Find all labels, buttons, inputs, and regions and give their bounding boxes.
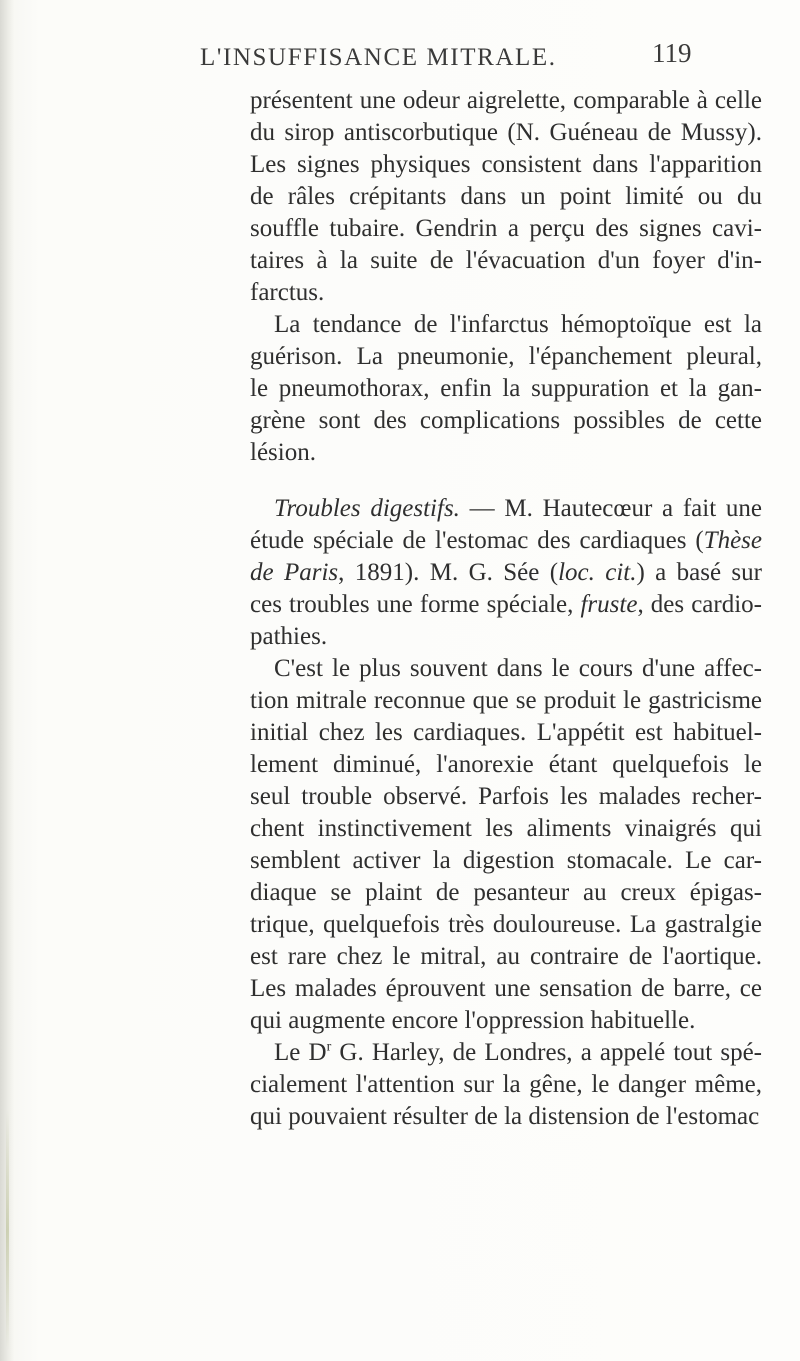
text-line: semblent activer la digestion stomacale. Le car- bbox=[250, 847, 762, 874]
running-title: L'INSUFFISANCE MITRALE. bbox=[200, 44, 557, 71]
text-line: Les signes physiques consistent dans l'apparition bbox=[250, 151, 762, 178]
page-number: 119 bbox=[652, 38, 692, 68]
text-line: trique, quelquefois très douloureuse. La gastralgie bbox=[250, 911, 762, 938]
text-line: qui augmente encore l'oppression habituelle. bbox=[250, 1007, 696, 1034]
superscript: r bbox=[326, 1039, 332, 1055]
text-line: grène sont des complications possibles de cette bbox=[250, 407, 762, 434]
text-line bbox=[250, 494, 762, 524]
text-run: Le D bbox=[274, 1039, 327, 1066]
text-line: le pneumothorax, enfin la suppuration et la gan- bbox=[250, 375, 762, 402]
text-line: souffle tubaire. Gendrin a perçu des signes cavi- bbox=[250, 215, 762, 242]
page-edge-stain bbox=[6, 1110, 9, 1350]
text-run: — M. Hautecœur a fait une bbox=[459, 495, 762, 522]
text-run-italic: de Paris bbox=[250, 559, 339, 586]
text-line: qui pouvaient résulter de la distension de l'estomac bbox=[250, 1103, 760, 1130]
text-line: cialement l'attention sur la gêne, le danger même, bbox=[250, 1071, 762, 1098]
text-run: G. Harley, de Londres, a appelé tout spé- bbox=[331, 1039, 763, 1066]
text-line: diaque se plaint de pesanteur au creux épigas- bbox=[250, 879, 762, 906]
text-line: présentent une odeur aigrelette, comparable à celle bbox=[250, 87, 762, 114]
text-line: seul trouble observé. Parfois les malades recher- bbox=[250, 783, 762, 810]
text-line: est rare chez le mitral, au contraire de l'aortique. bbox=[250, 943, 762, 970]
text-run: étude spéciale de l'estomac des cardiaques ( bbox=[250, 527, 704, 554]
text-line: guérison. La pneumonie, l'épanchement pleural, bbox=[250, 343, 762, 370]
text-line: farctus. bbox=[250, 279, 325, 306]
text-run: ) a basé sur bbox=[636, 559, 762, 586]
text-line: lement diminué, l'anorexie étant quelquefois le bbox=[250, 751, 762, 778]
text-line: lésion. bbox=[250, 439, 316, 466]
text-line: Les malades éprouvent une sensation de barre, ce bbox=[250, 975, 762, 1002]
running-head bbox=[186, 38, 706, 78]
text-line: du sirop antiscorbutique (N. Guéneau de Mussy). bbox=[250, 119, 762, 146]
section-heading: Troubles digestifs. bbox=[274, 495, 460, 522]
text-line: pathies. bbox=[250, 623, 328, 650]
text-line: de râles crépitants dans un point limité ou du bbox=[250, 183, 762, 210]
text-run-italic: loc. cit. bbox=[558, 559, 637, 586]
text-run: , des cardio- bbox=[637, 591, 762, 618]
text-line: taires à la suite de l'évacuation d'un foyer d'in- bbox=[250, 247, 762, 274]
text-line: tion mitrale reconnue que se produit le gastricisme bbox=[250, 687, 762, 714]
text-line bbox=[250, 1038, 762, 1068]
text-run-italic: Thèse bbox=[703, 527, 762, 554]
text-run-italic: fruste bbox=[580, 591, 638, 618]
text-line bbox=[250, 526, 762, 556]
text-run: , 1891). M. G. Sée ( bbox=[338, 559, 559, 586]
text-line bbox=[250, 558, 762, 588]
text-line: initial chez les cardiaques. L'appétit est habituel- bbox=[250, 719, 762, 746]
text-line bbox=[250, 590, 762, 620]
text-line: chent instinctivement les aliments vinaigrés qui bbox=[250, 815, 762, 842]
text-run: ces troubles une forme spéciale, bbox=[250, 591, 581, 618]
text-line: La tendance de l'infarctus hémoptoïque est la bbox=[274, 311, 762, 338]
text-line: C'est le plus souvent dans le cours d'une affec- bbox=[274, 655, 762, 682]
